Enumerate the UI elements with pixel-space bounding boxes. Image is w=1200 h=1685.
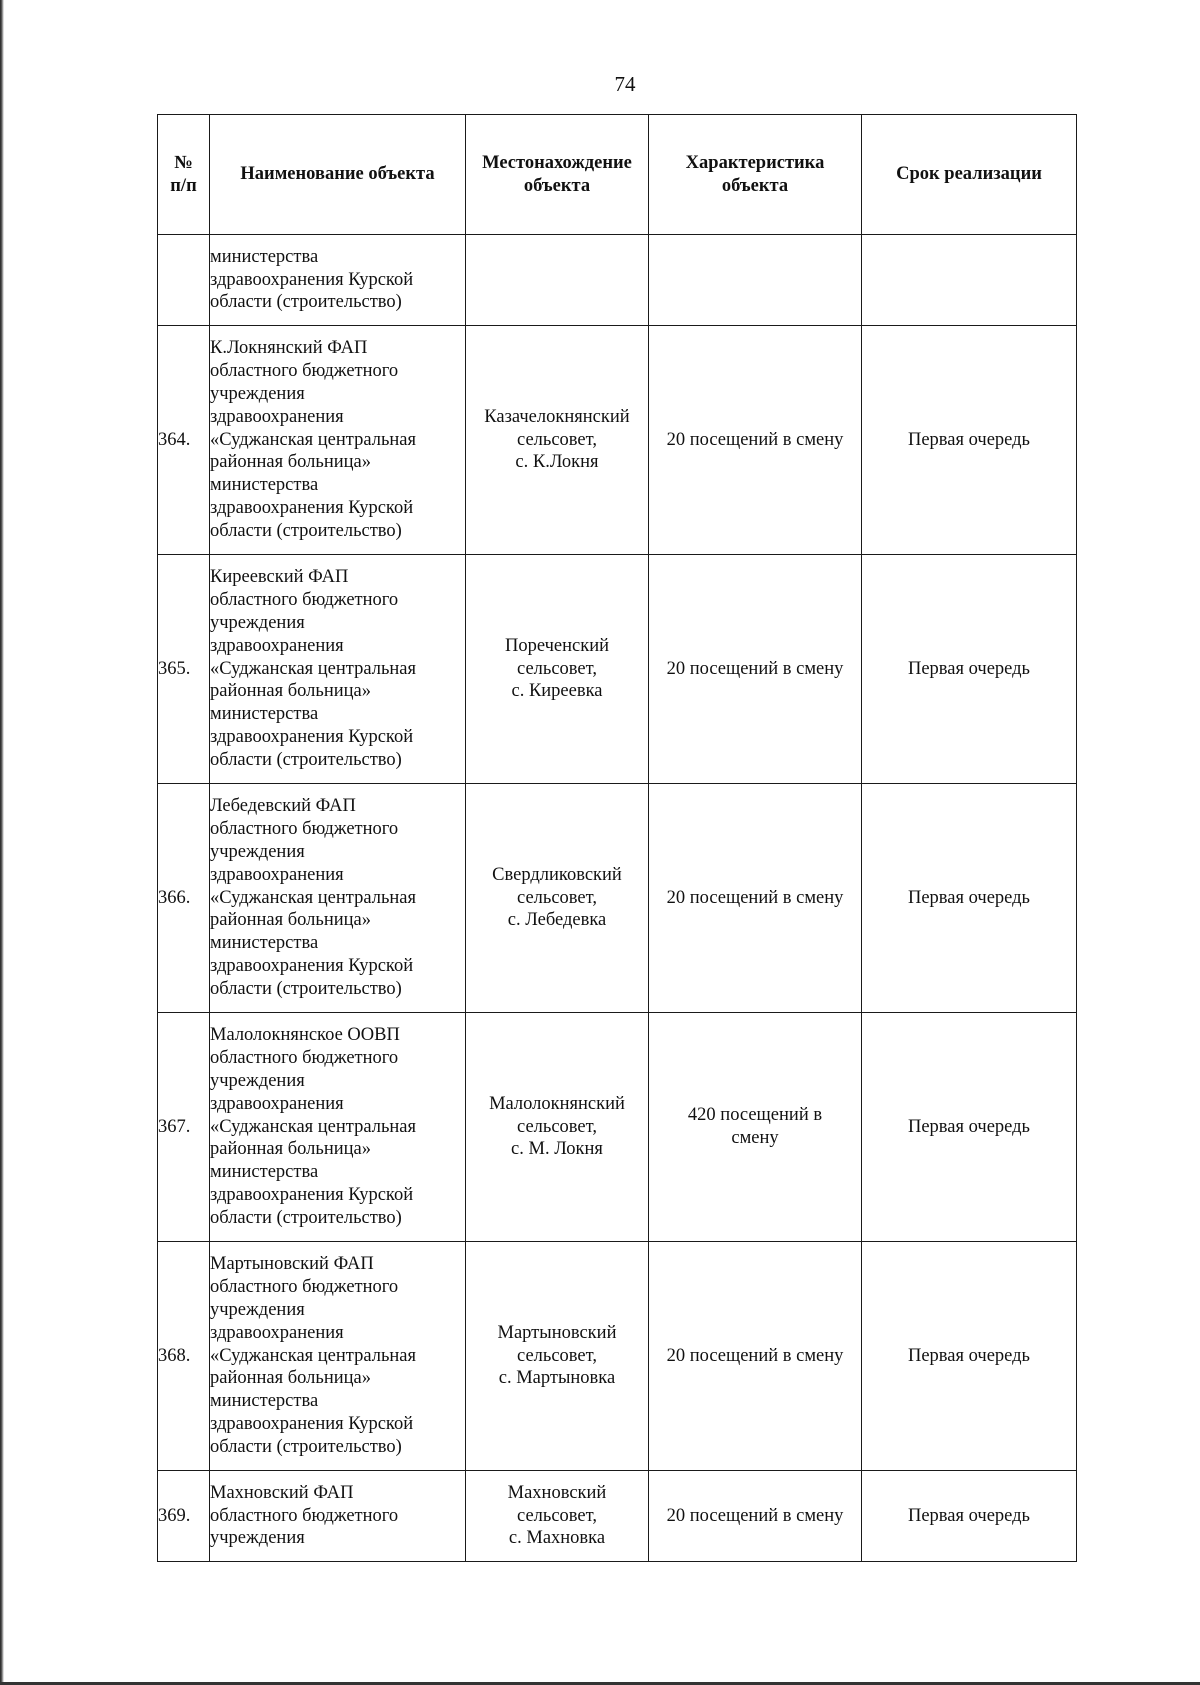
header-number: № п/п bbox=[158, 115, 210, 235]
cell-number: 369. bbox=[158, 1471, 210, 1562]
cell-term: Первая очередь bbox=[862, 555, 1077, 784]
cell-location: Махновский сельсовет, с. Махновка bbox=[466, 1471, 649, 1562]
header-term: Срок реализации bbox=[862, 115, 1077, 235]
cell-term: Первая очередь bbox=[862, 1242, 1077, 1471]
cell-object-name: Махновский ФАП областного бюджетного учреждения bbox=[210, 1471, 466, 1562]
cell-number: 366. bbox=[158, 784, 210, 1013]
header-location: Местонахождение объекта bbox=[466, 115, 649, 235]
cell-location: Малолокнянский сельсовет, с. М. Локня bbox=[466, 1013, 649, 1242]
cell-object-name: Малолокнянское ООВП областного бюджетного учреждения здравоохранения «Суджанская центральная районная больница» министерства здравоохранения Курской области (строительство) bbox=[210, 1013, 466, 1242]
table-row bbox=[158, 1471, 1077, 1562]
cell-number: 368. bbox=[158, 1242, 210, 1471]
cell-term: Первая очередь bbox=[862, 784, 1077, 1013]
cell-object-name: Киреевский ФАП областного бюджетного учреждения здравоохранения «Суджанская центральная районная больница» министерства здравоохранения Курской области (строительство) bbox=[210, 555, 466, 784]
cell-characteristic bbox=[649, 235, 862, 326]
table-row bbox=[158, 326, 1077, 555]
cell-object-name: К.Локнянский ФАП областного бюджетного учреждения здравоохранения «Суджанская центральная районная больница» министерства здравоохранения Курской области (строительство) bbox=[210, 326, 466, 555]
table-row bbox=[158, 784, 1077, 1013]
header-row bbox=[158, 115, 1077, 235]
cell-characteristic: 20 посещений в смену bbox=[649, 555, 862, 784]
cell-term: Первая очередь bbox=[862, 326, 1077, 555]
cell-characteristic: 20 посещений в смену bbox=[649, 1471, 862, 1562]
cell-number: 367. bbox=[158, 1013, 210, 1242]
table-row bbox=[158, 555, 1077, 784]
table-body bbox=[158, 235, 1077, 1562]
cell-number bbox=[158, 235, 210, 326]
table-row-continuation bbox=[158, 235, 1077, 326]
cell-location: Мартыновский сельсовет, с. Мартыновка bbox=[466, 1242, 649, 1471]
page-number: 74 bbox=[614, 72, 636, 96]
table-row bbox=[158, 1013, 1077, 1242]
cell-object-name: министерства здравоохранения Курской области (строительство) bbox=[210, 235, 466, 326]
cell-term: Первая очередь bbox=[862, 1013, 1077, 1242]
cell-characteristic: 420 посещений в смену bbox=[649, 1013, 862, 1242]
cell-characteristic: 20 посещений в смену bbox=[649, 784, 862, 1013]
cell-location bbox=[466, 235, 649, 326]
header-characteristic: Характеристика объекта bbox=[649, 115, 862, 235]
cell-term bbox=[862, 235, 1077, 326]
cell-number: 365. bbox=[158, 555, 210, 784]
header-object-name: Наименование объекта bbox=[210, 115, 466, 235]
cell-characteristic: 20 посещений в смену bbox=[649, 1242, 862, 1471]
table-header bbox=[158, 115, 1077, 235]
table-row bbox=[158, 1242, 1077, 1471]
cell-characteristic: 20 посещений в смену bbox=[649, 326, 862, 555]
cell-number: 364. bbox=[158, 326, 210, 555]
scan-edge-left bbox=[0, 0, 4, 1685]
cell-location: Пореченский сельсовет, с. Киреевка bbox=[466, 555, 649, 784]
cell-object-name: Мартыновский ФАП областного бюджетного учреждения здравоохранения «Суджанская центральная районная больница» министерства здравоохранения Курской области (строительство) bbox=[210, 1242, 466, 1471]
cell-location: Казачелокнянский сельсовет, с. К.Локня bbox=[466, 326, 649, 555]
cell-term: Первая очередь bbox=[862, 1471, 1077, 1562]
cell-object-name: Лебедевский ФАП областного бюджетного учреждения здравоохранения «Суджанская центральная районная больница» министерства здравоохранения Курской области (строительство) bbox=[210, 784, 466, 1013]
cell-location: Свердликовский сельсовет, с. Лебедевка bbox=[466, 784, 649, 1013]
objects-table bbox=[157, 114, 1077, 1562]
